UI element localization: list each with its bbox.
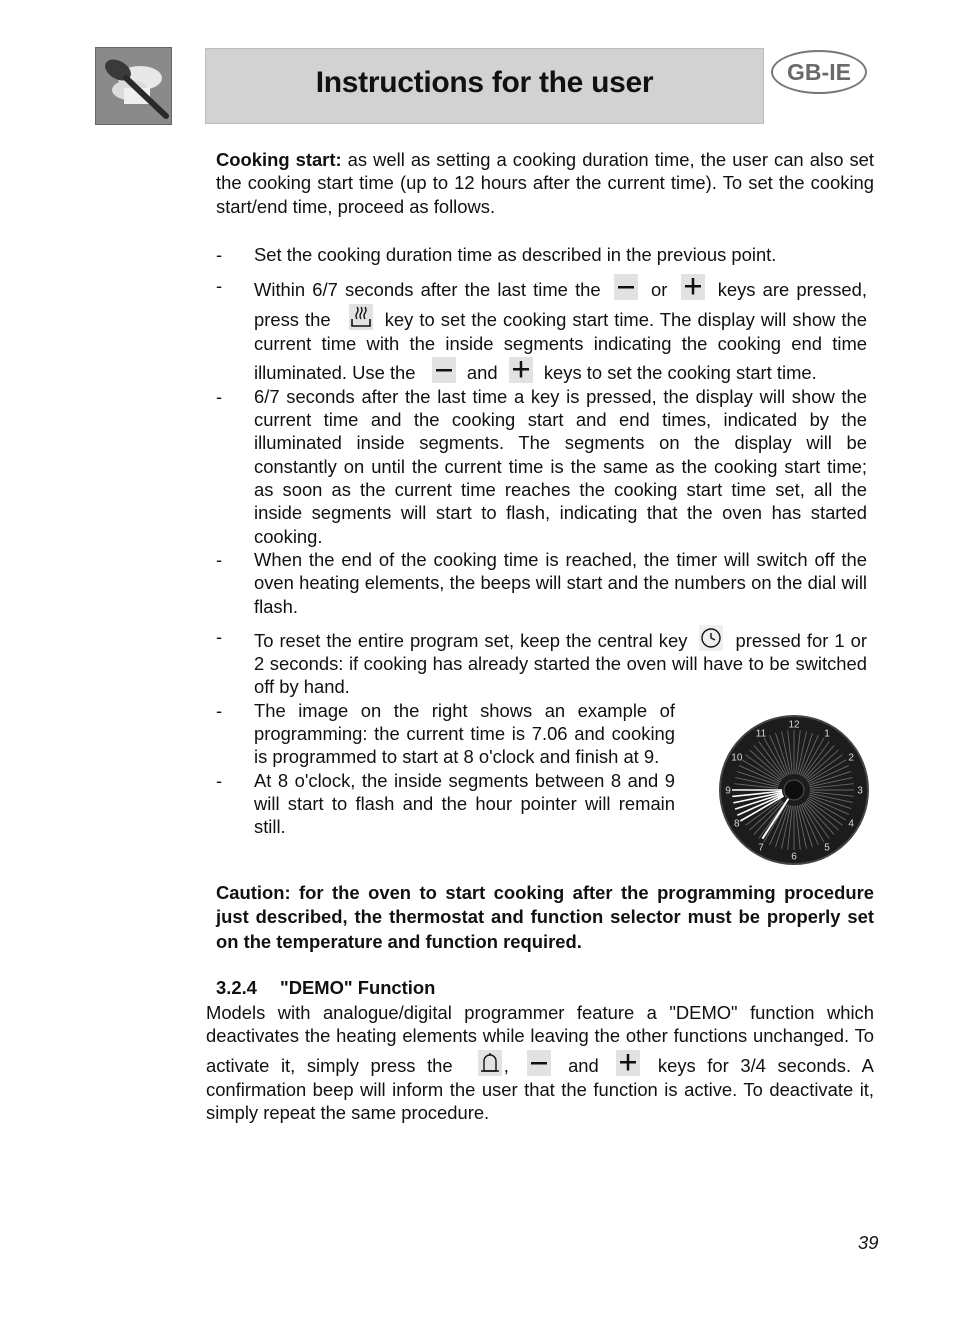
section-number: 3.2.4 xyxy=(216,977,257,998)
list-item: - Within 6/7 seconds after the last time the or keys are pressed, press the key to set the cooking start time. The display will show the current time with the inside segments indicating the cooking end time illuminated. Use the and keys to set the cooking start time. xyxy=(216,275,867,383)
dial-hour-number: 7 xyxy=(758,842,764,854)
list-item: - Set the cooking duration time as described in the previous point. xyxy=(216,244,777,265)
dial-hour-number: 12 xyxy=(788,719,800,731)
dial-hour-number: 11 xyxy=(755,728,767,740)
section-heading-demo xyxy=(216,977,435,999)
clock-key-icon xyxy=(699,625,723,651)
demo-description: Models with analogue/digital programmer feature a "DEMO" function which deactivates the heating elements while leaving the other functions unchanged. To activate it, simply press the , and keys for 3/4 seconds. A confirmation beep will inform the user that the function is active. To deactivate it, simply repeat the same procedure. xyxy=(206,1002,874,1123)
list-item: - The image on the right shows an example of programming: the current time is 7.06 and cooking is programmed to start at 8 o'clock and finish at 9. xyxy=(216,699,675,768)
language-badge: GB-IE xyxy=(771,50,867,94)
minus-key-icon xyxy=(614,274,638,300)
caution-note: Caution: for the oven to start cooking after the programming procedure just described, the thermostat and function selector must be properly set on the temperature and function required. xyxy=(216,882,874,952)
cooking-start-intro xyxy=(216,148,874,218)
section-title: "DEMO" Function xyxy=(280,977,436,998)
cooking-start-intro-text: as well as setting a cooking duration time, the user can also set the cooking start time (up to 12 hours after the current time). To set the cooking start/end time, proceed as follows. xyxy=(216,149,875,217)
dial-hour-number: 1 xyxy=(824,728,830,740)
dial-hour-number: 6 xyxy=(791,851,797,863)
programmer-dial-illustration xyxy=(718,714,870,866)
list-item: - To reset the entire program set, keep the central key pressed for 1 or 2 seconds: if cooking has already started the oven will have to be switched off by hand. xyxy=(216,625,867,698)
minus-key-icon xyxy=(527,1050,551,1076)
dial-hour-number: 5 xyxy=(824,842,830,854)
plus-key-icon xyxy=(616,1050,640,1076)
dial-hour-number: 9 xyxy=(725,785,731,797)
dial-hour-number: 3 xyxy=(857,785,863,797)
plus-key-icon xyxy=(681,274,705,300)
dial-hour-number: 2 xyxy=(848,752,854,764)
dial-hour-number: 4 xyxy=(848,818,854,830)
page-number: 39 xyxy=(858,1232,879,1253)
cooking-mode-key-icon xyxy=(349,304,373,330)
title-bar xyxy=(205,48,764,124)
plus-key-icon xyxy=(509,357,533,383)
list-item: - When the end of the cooking time is reached, the timer will switch off the oven heating elements, the beeps will start and the numbers on the dial will flash. xyxy=(216,548,867,617)
dial-center-knob xyxy=(784,780,804,800)
list-item: - 6/7 seconds after the last time a key is pressed, the display will show the current time and the cooking start and end times, indicated by the illuminated inside segments. The segments on the display will be constantly on until the current time is the same as the cooking start time; as soon as the current time reaches the cooking start time set, all the inside segments will start to flash, indicating that the oven has started cooking. xyxy=(216,385,867,547)
list-item: - At 8 o'clock, the inside segments between 8 and 9 will start to flash and the hour pointer will remain still. xyxy=(216,769,675,838)
dial-hour-number: 8 xyxy=(734,818,740,830)
minus-key-icon xyxy=(432,357,456,383)
dial-hour-number: 10 xyxy=(731,752,743,764)
cooking-start-label: Cooking start: xyxy=(216,149,342,170)
bell-key-icon xyxy=(478,1050,502,1076)
logo-spoon-chef-hat-icon xyxy=(95,47,172,125)
dial-svg xyxy=(718,714,870,866)
page-title: Instructions for the user xyxy=(315,66,654,99)
